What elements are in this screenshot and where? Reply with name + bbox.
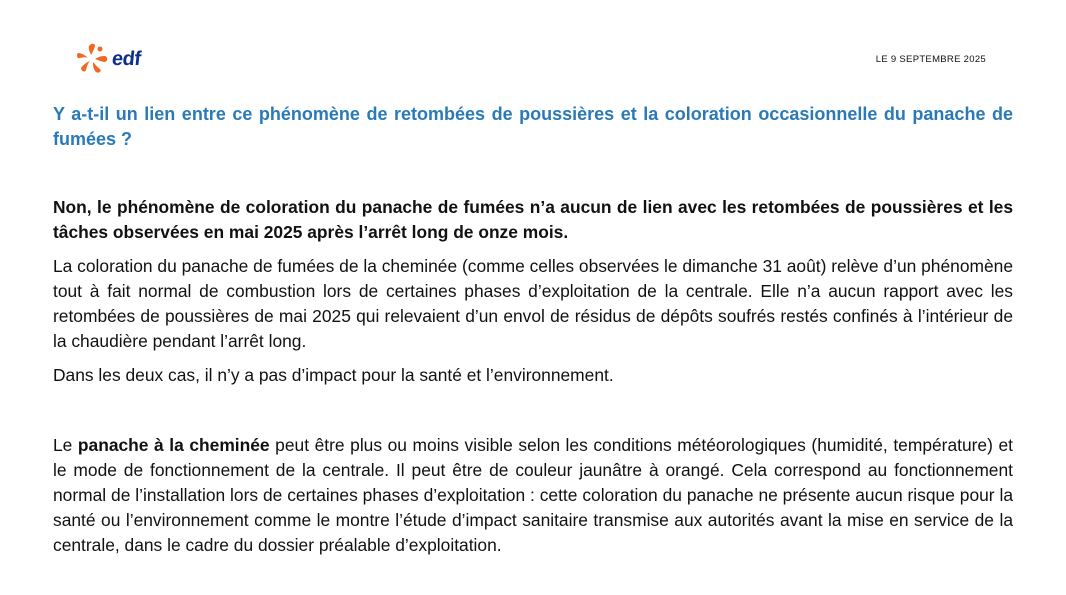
paragraph-3-emphasis: panache à la cheminée bbox=[77, 435, 270, 455]
faq-paragraph-3 bbox=[53, 433, 1013, 558]
logo-wordmark bbox=[112, 48, 141, 71]
paragraph-3-body: peut être plus ou moins visible selon les conditions météorologiques (humidité, température) et le mode de fonctionnement de la centrale. Il peut être de couleur jaunâtre à orangé. Cela correspond au fonctionnement normal de l’installation lors de certaines phases d’exploitation : cette coloration du panache ne présente aucun risque pour la santé ou l’environnement comme le montre l’étude d’impact sanitaire transmise aux autorités avant la mise en service de la centrale, dans le cadre du dossier préalable d’exploitation. bbox=[53, 435, 1013, 555]
faq-question: Y a-t-il un lien entre ce phénomène de retombées de poussières et la coloration occasionnelle du panache de fumées ? bbox=[53, 104, 1013, 149]
paragraph-3-prefix: Le bbox=[53, 435, 78, 455]
edf-logo-icon bbox=[74, 42, 110, 76]
edf-logo bbox=[74, 42, 141, 76]
faq-answer-lead: Non, le phénomène de coloration du panache de fumées n’a aucun de lien avec les retombées de poussières et les tâches observées en mai 2025 après l’arrêt long de onze mois. bbox=[53, 197, 1013, 242]
faq-paragraph-1: La coloration du panache de fumées de la cheminée (comme celles observées le dimanche 31 août) relève d’un phénomène tout à fait normal de combustion lors de certaines phases d’exploitation de la centrale. Elle n’a aucun rapport avec les retombées de poussières de mai 2025 qui relevaient d’un envol de résidus de dépôts soufrés restés confinés à l’intérieur de la chaudière pendant l’arrêt long. bbox=[53, 256, 1013, 351]
document-date: LE 9 SEPTEMBRE 2025 bbox=[875, 54, 986, 65]
logo-wordmark-text: edf bbox=[110, 47, 142, 70]
faq-paragraph-2: Dans les deux cas, il n’y a pas d’impact pour la santé et l’environnement. bbox=[53, 365, 614, 385]
faq-section bbox=[53, 102, 1013, 558]
